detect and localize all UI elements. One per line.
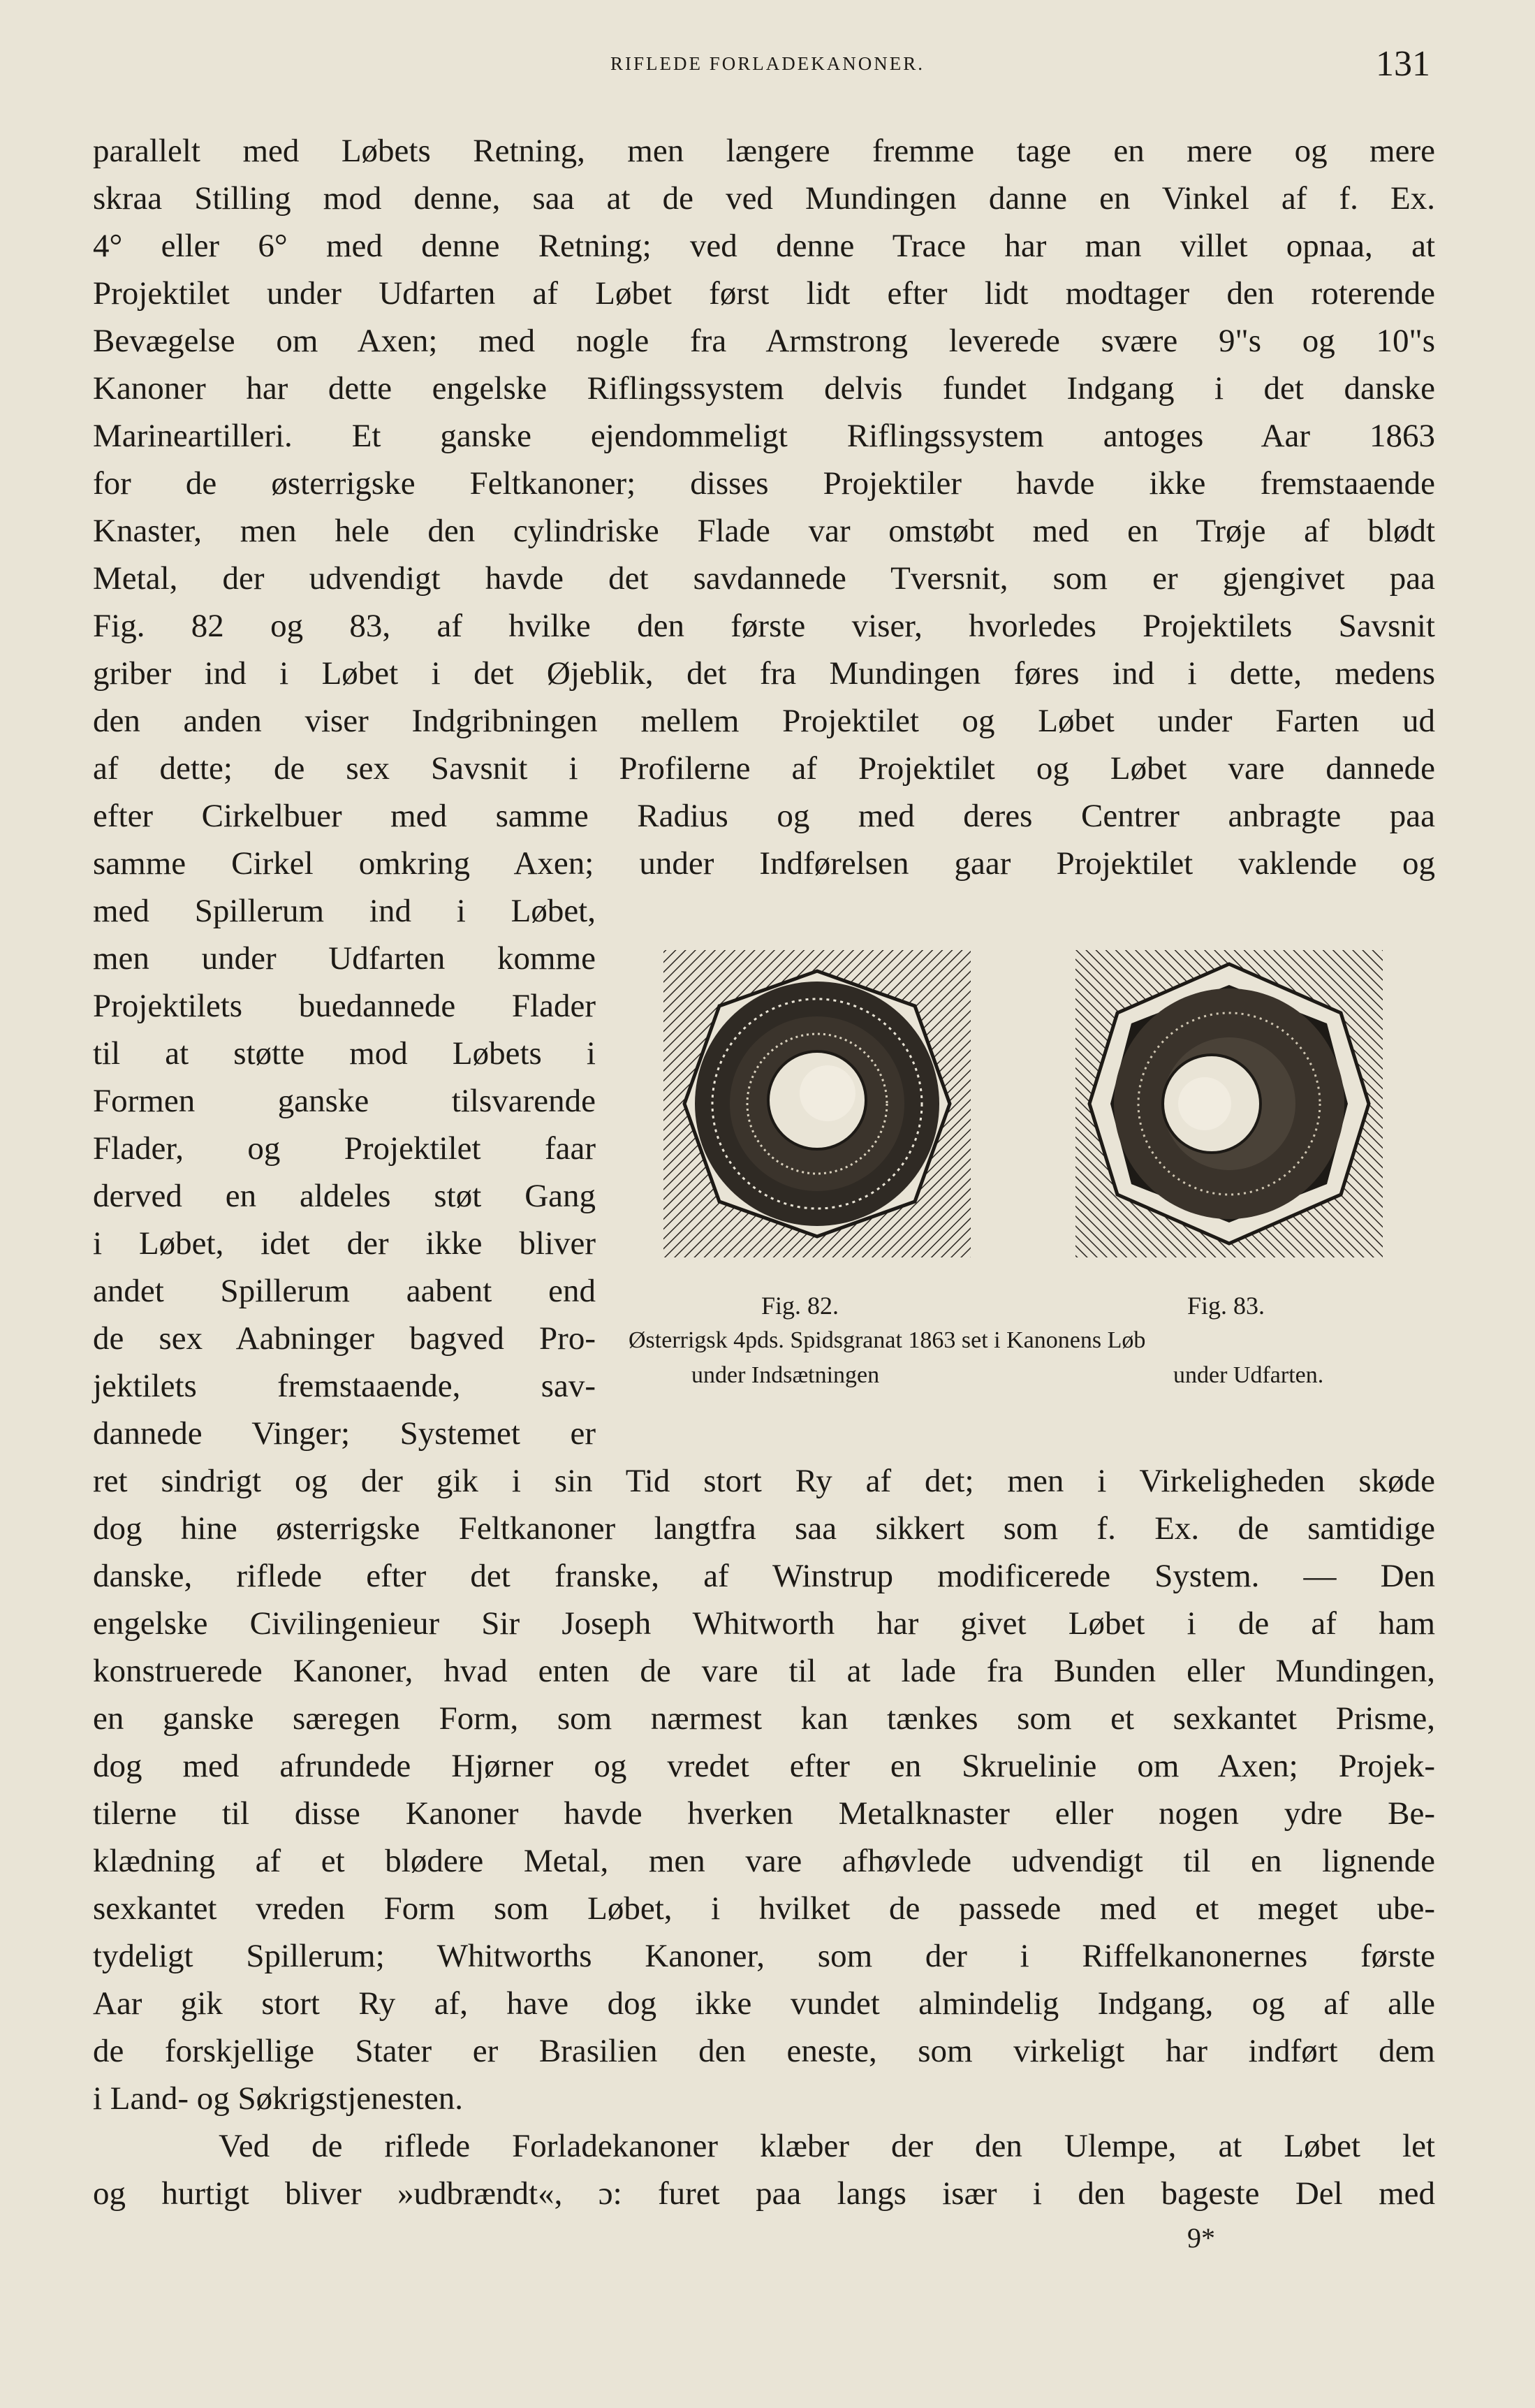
body-line: sexkantet vreden Form som Løbet, i hvilket de passede med et meget ube- [93, 1890, 1435, 1927]
running-title: RIFLEDE FORLADEKANONER. [610, 53, 925, 74]
narrow-line: de sex Aabninger bagved Pro- [93, 1320, 596, 1357]
body-line: Bevægelse om Axen; med nogle fra Armstrong leverede svære 9"s og 10"s [93, 323, 1435, 359]
body-line: Projektilet under Udfarten af Løbet først lidt efter lidt modtager den roterende [93, 275, 1435, 312]
body-line: konstruerede Kanoner, hvad enten de vare til at lade fra Bunden eller Mundingen, [93, 1653, 1435, 1689]
body-line: danske, riflede efter det franske, af Winstrup modificerede System. — Den [93, 1558, 1435, 1594]
body-line: 4° eller 6° med denne Retning; ved denne Trace har man villet opnaa, at [93, 228, 1435, 264]
fig-82-caption: under Indsætningen [691, 1362, 880, 1388]
body-line: Metal, der udvendigt havde det savdannede Tversnit, som er gjengivet paa [93, 560, 1435, 597]
body-line: dog hine østerrigske Feltkanoner langtfra saa sikkert som f. Ex. de samtidige [93, 1510, 1435, 1547]
figure-group [615, 936, 1453, 1425]
fig-83-label: Fig. 83. [1187, 1292, 1265, 1320]
body-line: og hurtigt bliver »udbrændt«, ɔ: furet paa langs især i den bageste Del med [93, 2175, 1435, 2212]
body-line: Aar gik stort Ry af, have dog ikke vundet almindelig Indgang, og af alle [93, 1985, 1435, 2022]
fig-82-label: Fig. 82. [761, 1292, 839, 1320]
narrow-line: med Spillerum ind i Løbet, [93, 893, 596, 929]
body-line: de forskjellige Stater er Brasilien den eneste, som virkeligt har indført dem [93, 2033, 1435, 2069]
figure-caption: Østerrigsk 4pds. Spidsgranat 1863 set i Kanonens Løb [629, 1327, 1146, 1353]
body-line: ret sindrigt og der gik i sin Tid stort Ry af det; men i Virkeligheden skøde [93, 1463, 1435, 1499]
fig-83-illustration [1062, 936, 1397, 1271]
narrow-line: i Løbet, idet der ikke bliver [93, 1225, 596, 1262]
narrow-line: derved en aldeles støt Gang [93, 1178, 596, 1214]
body-line: af dette; de sex Savsnit i Profilerne af Projektilet og Løbet vare dannede [93, 750, 1435, 787]
narrow-line: andet Spillerum aabent end [93, 1273, 596, 1309]
body-line: engelske Civilingenieur Sir Joseph Whitworth har givet Løbet i de af ham [93, 1605, 1435, 1642]
narrow-line: Formen ganske tilsvarende [93, 1083, 596, 1119]
body-line: efter Cirkelbuer med samme Radius og med deres Centrer anbragte paa [93, 798, 1435, 834]
body-line: klædning af et blødere Metal, men vare afhøvlede udvendigt til en lignende [93, 1843, 1435, 1879]
paragraph-end-line: i Land- og Søkrigstjenesten. [93, 2080, 463, 2117]
body-line: den anden viser Indgribningen mellem Projektilet og Løbet under Farten ud [93, 703, 1435, 739]
narrow-line: Projektilets buedannede Flader [93, 988, 596, 1024]
body-line: griber ind i Løbet i det Øjeblik, det fra Mundingen føres ind i dette, medens [93, 655, 1435, 692]
fig-82-illustration [649, 936, 985, 1271]
narrow-line: jektilets fremstaaende, sav- [93, 1368, 596, 1404]
body-line: for de østerrigske Feltkanoner; disses Projektiler havde ikke fremstaaende [93, 465, 1435, 502]
signature-mark: 9* [1187, 2222, 1215, 2254]
body-line: Marineartilleri. Et ganske ejendommeligt Riflingssystem antoges Aar 1863 [93, 418, 1435, 454]
page-number: 131 [1376, 44, 1430, 84]
body-line: Knaster, men hele den cylindriske Flade var omstøbt med en Trøje af blødt [93, 513, 1435, 549]
narrow-line: dannede Vinger; Systemet er [93, 1415, 596, 1452]
body-line: tydeligt Spillerum; Whitworths Kanoner, som der i Riffelkanonernes første [93, 1938, 1435, 1974]
body-line: parallelt med Løbets Retning, men længere fremme tage en mere og mere [93, 133, 1435, 169]
body-line: Kanoner har dette engelske Riflingssystem delvis fundet Indgang i det danske [93, 370, 1435, 407]
running-head [0, 46, 1535, 88]
paragraph-start-line: Ved de riflede Forladekanoner klæber der den Ulempe, at Løbet let [219, 2128, 1435, 2164]
body-line: skraa Stilling mod denne, saa at de ved Mundingen danne en Vinkel af f. Ex. [93, 180, 1435, 217]
body-line: Fig. 82 og 83, af hvilke den første viser, hvorledes Projektilets Savsnit [93, 608, 1435, 644]
fig-83-caption: under Udfarten. [1173, 1362, 1324, 1388]
body-line: tilerne til disse Kanoner havde hverken Metalknaster eller nogen ydre Be- [93, 1795, 1435, 1832]
body-line: en ganske særegen Form, som nærmest kan tænkes som et sexkantet Prisme, [93, 1700, 1435, 1737]
body-line: dog med afrundede Hjørner og vredet efter en Skruelinie om Axen; Projek- [93, 1748, 1435, 1784]
body-line: samme Cirkel omkring Axen; under Indførelsen gaar Projektilet vaklende og [93, 845, 1435, 882]
narrow-line: til at støtte mod Løbets i [93, 1035, 596, 1072]
narrow-line: men under Udfarten komme [93, 940, 596, 977]
narrow-line: Flader, og Projektilet faar [93, 1130, 596, 1167]
